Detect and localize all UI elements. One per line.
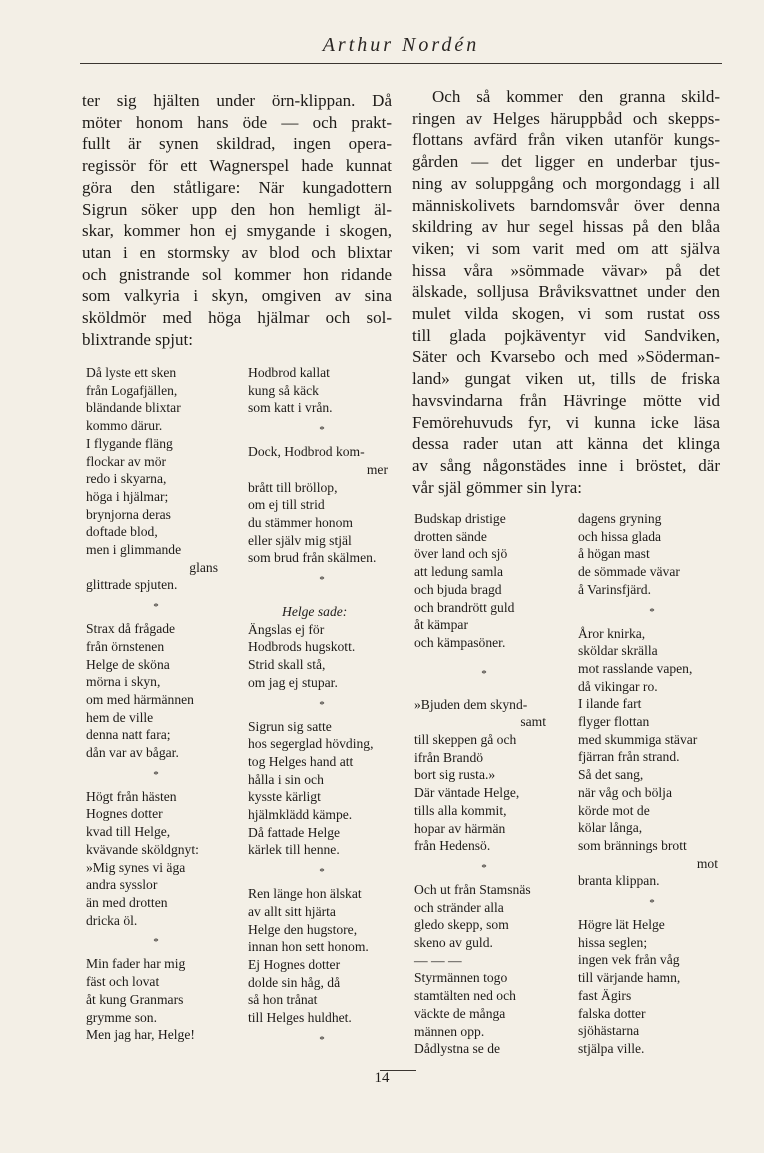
verse-line: glittrade spjuten. [86, 577, 178, 593]
verse-line: fjärran från strand. [578, 749, 680, 765]
prose-line: vår själ gömmer sin lyra: [412, 477, 582, 497]
verse-column-3 [414, 510, 554, 1058]
stanza-separator: * [481, 861, 487, 874]
prose-line: viken; vi som varit med om att själva [412, 238, 720, 258]
verse-line: eller själv mig stjäl [248, 532, 352, 548]
verse-line: innan hon sett honom. [248, 939, 369, 955]
verse-line: av allt sitt hjärta [248, 903, 336, 919]
verse-line: bort sig rusta.» [414, 767, 496, 783]
verse-line: Högre lät Helge [578, 917, 665, 933]
verse-line: Strax då frågade [86, 621, 176, 637]
prose-line: göra den ståtligare: När kungadottern [82, 177, 392, 197]
page-number: 14 [374, 1070, 390, 1086]
prose-line: av sång någonstädes inne i bröstet, där [412, 455, 720, 475]
verse-line: Budskap dristige [414, 511, 506, 526]
verse-line: åt kung Granmars [86, 991, 184, 1007]
prose-line: som valkyria i skyn, omgiven av sina [82, 286, 392, 306]
prose-line: gården — det ligger en underbar tjus- [412, 152, 720, 172]
header-rule [80, 63, 722, 64]
verse-line: Åror knirka, [578, 625, 646, 641]
verse-line: flyger flottan [578, 714, 650, 730]
verse-line: fäst och lovat [86, 974, 160, 990]
stanza-separator: * [319, 1033, 325, 1046]
prose-line: skildring av hur segel hissas på den blåa [412, 217, 720, 237]
verse-line: Min fader har mig [86, 956, 186, 972]
verse-line: stjälpa ville. [578, 1040, 645, 1056]
verse-line: mer [366, 461, 388, 477]
stanza-separator: * [153, 768, 159, 781]
verse-line: hålla i sin och [248, 771, 324, 787]
verse-line: I flygande fläng [86, 435, 173, 451]
verse-line: kvad till Helge, [86, 824, 171, 840]
verse-line: »Mig synes vi äga [86, 859, 186, 875]
verse-line: skeno av guld. [414, 935, 493, 951]
verse-line: ifrån Brandö [414, 749, 484, 765]
prose-line: till glada pojkäventyr vid Sandviken, [412, 325, 720, 345]
prose-line: älskade, solljusa Bråviksvattnet under den [412, 282, 720, 302]
verse-line: från örnstenen [86, 638, 165, 654]
verse-line: samt [520, 714, 546, 730]
verse-line: till värjande hamn, [578, 970, 681, 986]
verse-line: kommo därur. [86, 418, 163, 434]
verse-line: kölar långa, [578, 820, 643, 836]
verse-line: grymme son. [86, 1009, 157, 1025]
verse-line: glans [189, 559, 218, 575]
stanza-separator: * [649, 605, 655, 618]
verse-line: Hodbrod kallat [248, 365, 330, 380]
verse-line: Då fattade Helge [248, 824, 341, 840]
verse-line: gledo skepp, som [414, 917, 509, 933]
verse-line: Ej Hognes dotter [248, 956, 341, 972]
verse-line: Dock, Hodbrod kom- [248, 444, 365, 460]
verse-line: stamtälten ned och [414, 988, 516, 1004]
verse-line: sköldar skrälla [578, 643, 658, 659]
verse-line: till Helges huldhet. [248, 1010, 352, 1026]
verse-line: »Bjuden dem skynd- [414, 696, 528, 712]
verse-line: från Hedensö. [414, 838, 491, 854]
verse-line: hem de ville [86, 709, 154, 725]
page-header: Arthur Nordén [322, 34, 480, 56]
verse-line: falska dotter [578, 1005, 646, 1021]
verse-line: andra sysslor [86, 877, 158, 893]
prose-line: flottans avfärd från viken utanför kungs- [412, 130, 720, 150]
verse-column-4 [578, 510, 726, 1058]
verse-line: och kämpasöner. [414, 634, 506, 650]
verse-line: till skeppen gå och [414, 732, 517, 748]
verse-line: dricka öl. [86, 912, 138, 928]
verse-line: männen opp. [414, 1023, 485, 1039]
verse-line: Hognes dotter [86, 806, 163, 822]
verse-line: Ren länge hon älskat [248, 886, 362, 902]
verse-line: då vikingar ro. [578, 678, 658, 694]
verse-line: I ilande fart [578, 696, 642, 712]
stanza-separator: * [319, 698, 325, 711]
verse-line: mörna i skyn, [86, 674, 161, 690]
verse-column-2 [248, 364, 396, 1053]
verse-column-1 [86, 364, 226, 1044]
prose-line: Femörehuvuds fyr, vi kunna icke läsa [412, 412, 720, 432]
prose-line: blixtrande spjut: [82, 329, 193, 349]
verse-line: å Varinsfjärd. [578, 581, 651, 597]
stanza-separator: * [153, 936, 159, 949]
prose-line: mulet vilda skogen, vi som rustat oss [412, 304, 720, 324]
verse-line: om ej till strid [248, 497, 325, 513]
prose-line: havsvindarna från Hävringe mötte vid [412, 390, 720, 410]
prose-line: utan i en stormsky av blod och blixtar [82, 242, 392, 262]
stanza-separator: * [649, 897, 655, 910]
verse-line: doftade blod, [86, 524, 158, 540]
right-prose [412, 86, 720, 498]
prose-line: ning av soluppgång och morgondagg i all [412, 173, 720, 193]
verse-line: denna natt fara; [86, 727, 171, 743]
prose-line: människolivets barndomsvår över denna [412, 195, 720, 215]
verse-line: hissa seglen; [578, 934, 648, 950]
verse-line: fast Ägirs [578, 987, 632, 1003]
verse-line: Styrmännen togo [414, 970, 508, 986]
prose-line: ringen av Helges häruppbåd och skepps- [412, 108, 720, 128]
left-prose [82, 90, 392, 350]
verse-line: Sigrun sig satte [248, 718, 332, 734]
verse-line: och hissa glada [578, 528, 662, 544]
verse-line: Där väntade Helge, [414, 785, 520, 801]
verse-line: Strid skall stå, [248, 657, 326, 673]
verse-line: så hon trånat [248, 992, 318, 1008]
verse-line: hjälmklädd kämpe. [248, 807, 353, 823]
verse-line: Ängslas ej för [248, 621, 325, 637]
verse-line: brått till bröllop, [248, 479, 338, 495]
prose-line: land» gungat viken ut, tills de friska [412, 369, 720, 389]
verse-line: från Logafjällen, [86, 382, 178, 398]
prose-line: sköldmör med höga hjälmar och sol- [82, 308, 392, 328]
verse-line: Hodbrods hugskott. [248, 639, 356, 655]
verse-line: kvävande sköldgnyt: [86, 841, 199, 857]
verse-line: som brännings brott [578, 837, 687, 853]
verse-line: du stämmer honom [248, 514, 353, 530]
verse-line: mot rasslande vapen, [578, 660, 693, 676]
verse-line: om med härmännen [86, 691, 194, 707]
prose-line: ter sig hjälten under örn-klippan. Då [82, 91, 392, 110]
verse-line: och bjuda bragd [414, 581, 502, 597]
prose-line: Säter och Kvarsebo och med »Söderman- [412, 347, 720, 367]
verse-line: åt kämpar [414, 617, 468, 633]
verse-line: körde mot de [578, 802, 650, 818]
verse-line: ingen vek från våg [578, 952, 680, 968]
verse-line: Så det sang, [578, 767, 644, 783]
verse-line: Helge de sköna [86, 656, 170, 672]
verse-line: som brud från skälmen. [248, 550, 377, 566]
verse-line: Helge den hugstore, [248, 921, 358, 937]
verse-line: flockar av mör [86, 453, 167, 469]
verse-line: de sömmade vävar [578, 564, 680, 580]
verse-line: branta klippan. [578, 873, 660, 889]
verse-line: hos segerglad hövding, [248, 736, 374, 752]
verse-line: över land och sjö [414, 546, 508, 562]
verse-line: och brandrött guld [414, 599, 515, 615]
verse-line: höga i hjälmar; [86, 488, 169, 504]
prose-line: möter honom hans öde — och prakt- [82, 112, 392, 132]
speaker-heading: Helge sade: [282, 604, 348, 620]
verse-line: väckte de många [414, 1005, 506, 1021]
prose-line: Sigrun söker upp den hon hemligt äl- [82, 199, 392, 219]
prose-line: fullt är synen skildrad, ingen opera- [82, 134, 392, 154]
verse-line: när våg och bölja [578, 784, 672, 800]
prose-line: hissa våra »sömmade vävar» på det [412, 260, 720, 280]
verse-line: tills alla kommit, [414, 802, 507, 818]
verse-line: kärlek till henne. [248, 842, 340, 858]
verse-line: men i glimmande [86, 542, 182, 558]
verse-line: mot [696, 855, 718, 871]
verse-line: som katt i vrån. [248, 400, 333, 416]
prose-line: och gnistrande sol kommer hon ridande [82, 264, 392, 284]
verse-line: med skummiga stävar [578, 731, 698, 747]
dash-separator: — — — [414, 952, 462, 968]
verse-line: tog Helges hand att [248, 753, 354, 769]
stanza-separator: * [319, 866, 325, 879]
stanza-separator: * [319, 424, 325, 437]
prose-line: regissör för ett Wagnerspel hade kunnat [82, 156, 392, 176]
verse-line: bländande blixtar [86, 400, 181, 416]
verse-line: Men jag har, Helge! [86, 1027, 195, 1043]
stanza-separator: * [319, 574, 325, 587]
verse-line: kung så käck [248, 382, 319, 398]
verse-line: hopar av härmän [414, 820, 506, 836]
verse-line: och stränder alla [414, 899, 504, 915]
verse-line: dolde sin håg, då [248, 974, 341, 990]
prose-line: Och så kommer den granna skild- [432, 87, 720, 106]
prose-line: skar, kommer hon ej smygande i skogen, [82, 221, 392, 241]
verse-line: dån var av bågar. [86, 745, 179, 761]
verse-line: Då lyste ett sken [86, 365, 177, 380]
verse-line: att ledung samla [414, 564, 504, 580]
verse-line: Högt från hästen [86, 788, 177, 804]
verse-line: Dådlystna se de [414, 1041, 501, 1057]
verse-line: Och ut från Stamsnäs [414, 881, 531, 897]
stanza-separator: * [153, 601, 159, 614]
stanza-separator: * [481, 667, 487, 680]
verse-line: å högan mast [578, 546, 650, 562]
verse-line: om jag ej stupar. [248, 674, 338, 690]
prose-line: dessa rader utan att känna det klinga [412, 434, 720, 454]
verse-line: än med drotten [86, 894, 168, 910]
verse-line: redo i skyarna, [86, 471, 167, 487]
verse-line: sjöhästarna [578, 1023, 640, 1039]
verse-line: kysste kärligt [248, 789, 321, 805]
verse-line: brynjorna deras [86, 506, 171, 522]
verse-line: dagens gryning [578, 511, 662, 526]
verse-line: drotten sände [414, 528, 487, 544]
